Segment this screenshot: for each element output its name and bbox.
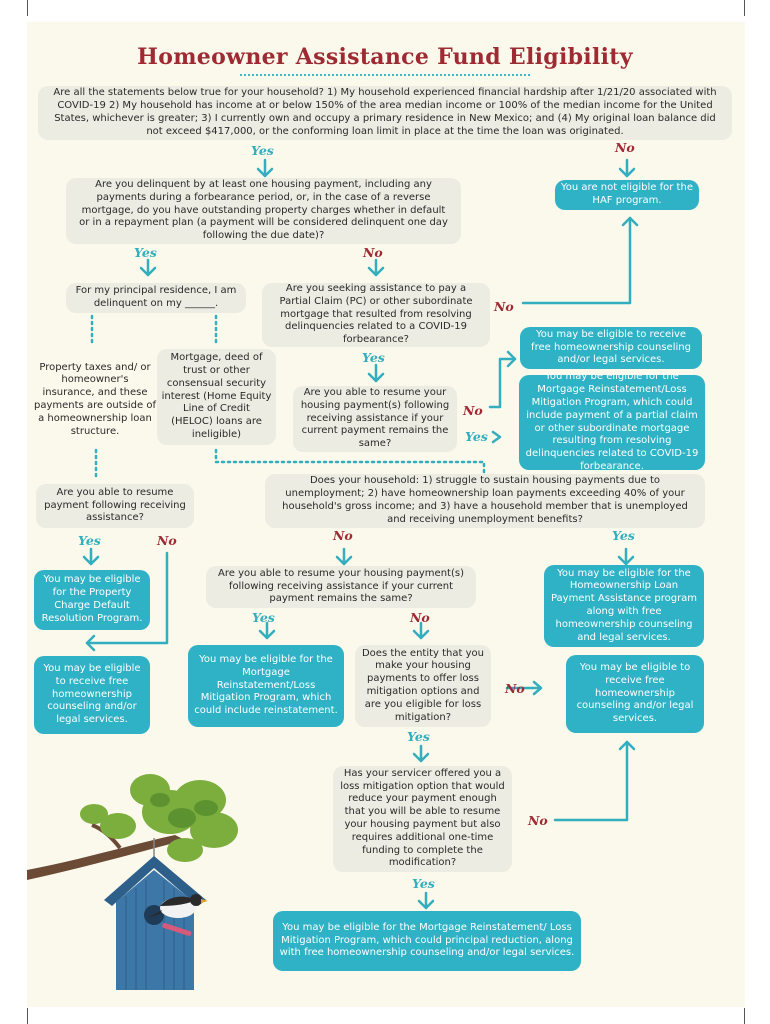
- yes-label: Yes: [465, 429, 488, 444]
- unemployment-question: Does your household: 1) struggle to sustain housing payments due to unemployment; 2) have homeownership loan payments exceeding 40% of your household's gross income; and 3) have a household member that is unemployed and receiving unemployment benefits?: [265, 474, 705, 528]
- no-label: No: [410, 610, 430, 625]
- no-label: No: [615, 140, 635, 155]
- delinquency-question: Are you delinquent by at least one housing payment, including any payments during a forbearance period, or, in the case of a reverse mortgage, do you have outstanding property charges whether in default or in a repayment plan (a payment will be considered delinquent one day following the due date)?: [66, 178, 461, 244]
- option-mortgage: Mortgage, deed of trust or other consensual security interest (Home Equity Line of Credit (HELOC) loans are ineligible): [157, 349, 276, 445]
- yes-label: Yes: [612, 528, 635, 543]
- yes-label: Yes: [362, 350, 385, 365]
- no-label: No: [463, 403, 483, 418]
- yes-label: Yes: [134, 245, 157, 260]
- servicer-offer-question: Has your servicer offered you a loss mitigation option that would reduce your payment enough that you will be able to resume your housing payment but also requires additional one-time funding to complete the modification?: [333, 766, 512, 872]
- no-label: No: [363, 245, 383, 260]
- no-label: No: [494, 299, 514, 314]
- eligibility-criteria-question: Are all the statements below true for your household? 1) My household experienced financial hardship after 1/21/20 associated with COVID-19 2) My household has income at or below 150% of the area median income or 100% of the median income for the United States, whichever is greater; 3) I currently own and occupy a primary residence in New Mexico; and (4) My original loan balance did not exceed $417,000, or the conforming loan limit in place at the time the loan was originated.: [38, 86, 732, 140]
- counseling-result: You may be eligible to receive free homeownership counseling and/or legal services.: [566, 655, 704, 733]
- page-title: Homeowner Assistance Fund Eligibility: [137, 44, 633, 70]
- option-property-taxes: Property taxes and/ or homeowner's insurance, and these payments are outside of a homeownership loan structure.: [34, 361, 156, 437]
- reinstatement-result: You may be eligible for the Mortgage Reinstatement/Loss Mitigation Program, which could include reinstatement.: [188, 645, 344, 727]
- loan-payment-assistance-result: You may be eligible for the Homeownership Loan Payment Assistance program along with free homeownership counseling and legal services.: [544, 565, 704, 647]
- no-label: No: [333, 528, 353, 543]
- resume-payment-question-unemployment: Are you able to resume your housing payment(s) following receiving assistance if your current payment remains the same?: [206, 566, 476, 608]
- partial-claim-question: Are you seeking assistance to pay a Partial Claim (PC) or other subordinate mortgage that resulted from resolving delinquencies related to a COVID-19 forbearance?: [262, 283, 490, 347]
- property-charge-result: You may be eligible for the Property Charge Default Resolution Program.: [34, 570, 150, 630]
- yes-label: Yes: [412, 876, 435, 891]
- resume-payment-question: Are you able to resume your housing payment(s) following receiving assistance if your current payment remains the same?: [293, 386, 457, 452]
- reinstatement-partial-claim-result: You may be eligible for the Mortgage Reinstatement/Loss Mitigation Program, which could include payment of a partial claim or other subordinate mortgage resulting from resolving delinquencies related to COVID-19 forbearance.: [519, 375, 705, 470]
- not-eligible-result: You are not eligible for the HAF program.: [555, 180, 699, 210]
- loss-mitigation-question: Does the entity that you make your housing payments to offer loss mitigation options and are you eligible for loss mitigation?: [355, 645, 491, 727]
- counseling-result: You may be eligible to receive free homeownership counseling and/or legal services.: [34, 656, 150, 734]
- delinquent-on-question: For my principal residence, I am delinquent on my ______.: [66, 283, 246, 313]
- yes-label: Yes: [407, 729, 430, 744]
- yes-label: Yes: [252, 610, 275, 625]
- no-label: No: [505, 681, 525, 696]
- resume-payment-question-taxes: Are you able to resume payment following receiving assistance?: [36, 484, 194, 528]
- yes-label: Yes: [78, 533, 101, 548]
- principal-reduction-result: You may be eligible for the Mortgage Reinstatement/ Loss Mitigation Program, which could principal reduction, along with free homeownership counseling and/or legal services.: [273, 911, 581, 971]
- no-label: No: [157, 533, 177, 548]
- yes-label: Yes: [251, 143, 274, 158]
- counseling-result: You may be eligible to receive free homeownership counseling and/or legal services.: [520, 327, 702, 369]
- no-label: No: [528, 813, 548, 828]
